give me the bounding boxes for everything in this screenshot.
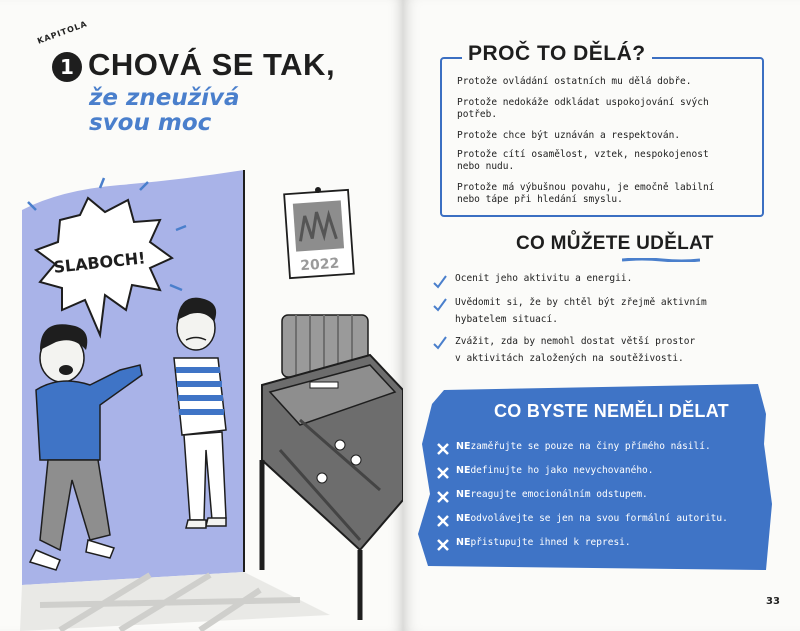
should-not-text: definujte ho jako nevychovaného. — [470, 465, 654, 476]
should-not-text: přistupujte ihned k represi. — [470, 537, 631, 548]
subtitle-line-1: že zneužívá — [89, 85, 240, 111]
why-item-line: Protože nedokáže odkládat uspokojování svých — [457, 97, 709, 108]
calendar-year: 2022 — [299, 255, 340, 275]
why-item — [457, 149, 757, 173]
should-not-item — [456, 537, 631, 548]
why-item-line: Protože chce být uznáván a respektován. — [457, 130, 681, 141]
x-mark-icon — [437, 539, 449, 551]
should-not-item — [456, 489, 648, 500]
chapter-title: CHOVÁ SE TAK, — [88, 47, 336, 82]
can-do-item-line: hybatelem situací. — [455, 314, 558, 325]
should-not-section-title: CO BYSTE NEMĚLI DĚLAT — [494, 401, 729, 421]
ne-prefix: NE — [456, 537, 471, 548]
why-item-line: Protože má výbušnou povahu, je emočně labilní — [457, 182, 715, 193]
can-do-item — [455, 333, 755, 367]
x-mark-icon — [437, 491, 449, 503]
can-do-section-title: CO MŮŽETE UDĚLAT — [516, 233, 714, 254]
title-underline — [622, 258, 700, 262]
subtitle-line-2: svou moc — [89, 110, 212, 136]
chapter-label: KAPITOLA — [36, 19, 89, 46]
can-do-item-line: Ocenit jeho aktivitu a energii. — [455, 273, 633, 284]
illustration-bullying-scene — [0, 160, 403, 631]
check-icon — [433, 336, 447, 350]
should-not-item — [456, 465, 653, 476]
check-icon — [433, 275, 447, 289]
ne-prefix: NE — [456, 489, 471, 500]
page-number: 33 — [766, 596, 780, 607]
why-section-title: PROČ TO DĚLÁ? — [462, 42, 652, 66]
chapter-subtitle — [89, 86, 240, 136]
can-do-item-line: Zvážit, zda by nemohl dostat větší prostor — [455, 336, 696, 347]
x-mark-icon — [437, 467, 449, 479]
x-mark-icon — [437, 443, 449, 455]
x-mark-icon — [437, 515, 449, 527]
foosball-table-icon — [262, 355, 403, 620]
should-not-text: odvolávejte se jen na svou formální autoritu. — [470, 513, 728, 524]
why-item — [457, 130, 757, 142]
speech-bubble-text: SLABOCH! — [52, 248, 147, 277]
should-not-item — [456, 441, 711, 452]
why-item-line: nebo tápe při hledání smyslu. — [457, 194, 623, 205]
why-item-line: Protože ovládání ostatních mu dělá dobře. — [457, 76, 692, 87]
can-do-item-line: v aktivitách založených na soutěživosti. — [455, 353, 684, 364]
why-item-line: potřeb. — [457, 109, 498, 120]
can-do-item-line: Uvědomit si, že by chtěl být zřejmě aktivním — [455, 297, 707, 308]
ne-prefix: NE — [456, 513, 471, 524]
why-item — [457, 182, 757, 206]
should-not-item — [456, 513, 728, 524]
can-do-item — [455, 294, 755, 328]
why-item — [457, 76, 757, 88]
why-item-line: nebo nudu. — [457, 161, 515, 172]
why-item-line: Protože cítí osamělost, vztek, nespokojenost — [457, 149, 709, 160]
why-item — [457, 97, 757, 121]
ne-prefix: NE — [456, 465, 471, 476]
chapter-number-badge: 1 — [52, 52, 82, 82]
should-not-text: reagujte emocionálním odstupem. — [470, 489, 648, 500]
ne-prefix: NE — [456, 441, 471, 452]
check-icon — [433, 298, 447, 312]
should-not-text: zaměřujte se pouze na činy přímého násilí. — [470, 441, 711, 452]
can-do-item — [455, 270, 755, 287]
